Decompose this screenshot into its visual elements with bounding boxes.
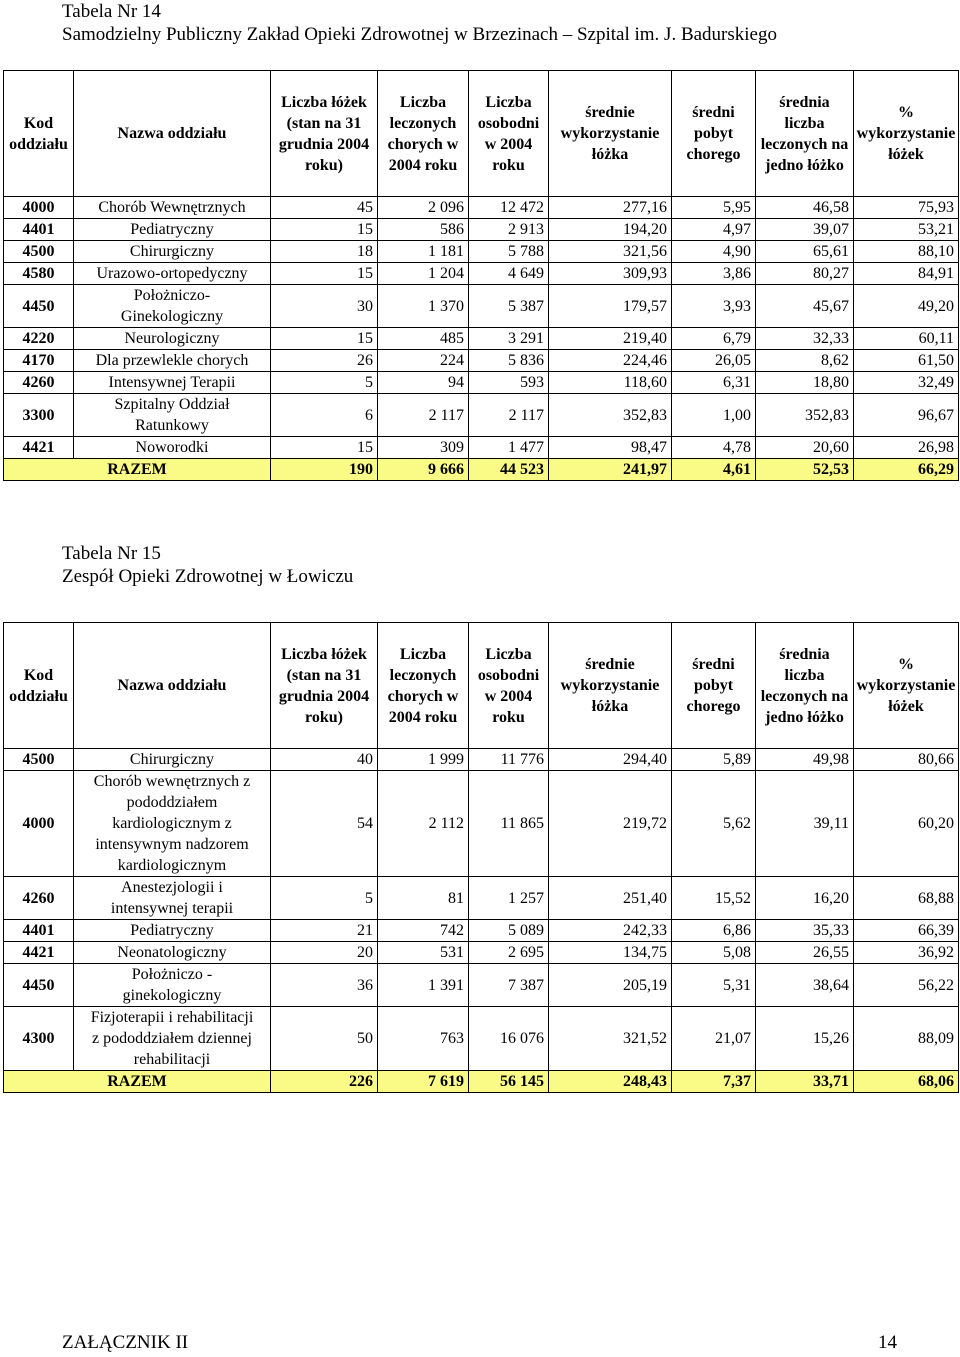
cell-beds: 6 <box>271 394 378 437</box>
cell-avg-bed-use: 219,72 <box>549 771 672 877</box>
cell-bed-use-percent: 75,93 <box>854 197 959 219</box>
cell-avg-bed-use: 251,40 <box>549 877 672 920</box>
header-bed-use-percent: % wykorzystanie łóżek <box>854 623 959 749</box>
cell-person-days: 11 776 <box>469 749 549 771</box>
header-avg-bed-use: średnie wykorzystanie łóżka <box>549 71 672 197</box>
table-row <box>4 328 959 350</box>
table1-header-row <box>4 71 959 197</box>
cell-person-days: 5 788 <box>469 241 549 263</box>
cell-name: Pediatryczny <box>74 219 271 241</box>
cell-code: 4580 <box>4 263 74 285</box>
cell-patients-per-bed: 20,60 <box>756 437 854 459</box>
cell-beds: 26 <box>271 350 378 372</box>
cell-name: Anestezjologii i intensywnej terapii <box>74 877 271 920</box>
table-row <box>4 964 959 1007</box>
table2-header-row <box>4 623 959 749</box>
cell-patients: 742 <box>378 920 469 942</box>
cell-patients-per-bed: 39,07 <box>756 219 854 241</box>
header-code: Kod oddziału <box>4 623 74 749</box>
cell-avg-stay: 15,52 <box>672 877 756 920</box>
cell-person-days: 11 865 <box>469 771 549 877</box>
cell-patients: 2 096 <box>378 197 469 219</box>
cell-avg-bed-use: 321,56 <box>549 241 672 263</box>
cell-avg-stay: 3,93 <box>672 285 756 328</box>
table-row <box>4 350 959 372</box>
table-row <box>4 771 959 877</box>
cell-code: 4401 <box>4 920 74 942</box>
total-label: RAZEM <box>4 459 271 481</box>
table-row <box>4 1007 959 1071</box>
cell-bed-use-percent: 84,91 <box>854 263 959 285</box>
cell-patients: 586 <box>378 219 469 241</box>
cell-code: 4170 <box>4 350 74 372</box>
total-cell-bed-use-percent: 68,06 <box>854 1071 959 1093</box>
cell-avg-bed-use: 194,20 <box>549 219 672 241</box>
cell-avg-bed-use: 321,52 <box>549 1007 672 1071</box>
cell-bed-use-percent: 61,50 <box>854 350 959 372</box>
table-row <box>4 920 959 942</box>
cell-patients-per-bed: 80,27 <box>756 263 854 285</box>
header-beds: Liczba łóżek (stan na 31 grudnia 2004 roku) <box>271 71 378 197</box>
total-cell-avg-stay: 7,37 <box>672 1071 756 1093</box>
cell-patients-per-bed: 38,64 <box>756 964 854 1007</box>
cell-bed-use-percent: 26,98 <box>854 437 959 459</box>
cell-avg-bed-use: 219,40 <box>549 328 672 350</box>
cell-avg-bed-use: 179,57 <box>549 285 672 328</box>
cell-patients-per-bed: 46,58 <box>756 197 854 219</box>
cell-code: 4500 <box>4 241 74 263</box>
cell-patients: 1 181 <box>378 241 469 263</box>
table2-body <box>4 749 959 1093</box>
cell-code: 4260 <box>4 372 74 394</box>
table-row <box>4 197 959 219</box>
cell-name: Noworodki <box>74 437 271 459</box>
total-cell-person-days: 44 523 <box>469 459 549 481</box>
cell-avg-stay: 5,08 <box>672 942 756 964</box>
cell-person-days: 16 076 <box>469 1007 549 1071</box>
header-code: Kod oddziału <box>4 71 74 197</box>
total-cell-patients: 7 619 <box>378 1071 469 1093</box>
cell-person-days: 5 836 <box>469 350 549 372</box>
header-patients-per-bed: średnia liczba leczonych na jedno łóżko <box>756 623 854 749</box>
cell-beds: 21 <box>271 920 378 942</box>
cell-bed-use-percent: 88,10 <box>854 241 959 263</box>
cell-avg-stay: 6,31 <box>672 372 756 394</box>
cell-patients-per-bed: 16,20 <box>756 877 854 920</box>
cell-bed-use-percent: 88,09 <box>854 1007 959 1071</box>
cell-bed-use-percent: 60,20 <box>854 771 959 877</box>
cell-person-days: 5 089 <box>469 920 549 942</box>
cell-patients: 1 391 <box>378 964 469 1007</box>
header-patients: Liczba leczonych chorych w 2004 roku <box>378 71 469 197</box>
cell-code: 4260 <box>4 877 74 920</box>
cell-person-days: 2 913 <box>469 219 549 241</box>
header-name: Nazwa oddziału <box>74 623 271 749</box>
table2-caption <box>62 542 353 588</box>
table-row <box>4 749 959 771</box>
cell-beds: 5 <box>271 372 378 394</box>
footer-annex-label: ZAŁĄCZNIK II <box>62 1332 189 1353</box>
cell-code: 4401 <box>4 219 74 241</box>
cell-beds: 15 <box>271 219 378 241</box>
cell-patients-per-bed: 35,33 <box>756 920 854 942</box>
cell-patients-per-bed: 49,98 <box>756 749 854 771</box>
cell-name: Chorób wewnętrznych z pododdziałem kardiologicznym z intensywnym nadzorem kardiologicznym <box>74 771 271 877</box>
cell-patients-per-bed: 65,61 <box>756 241 854 263</box>
table1 <box>3 70 959 481</box>
cell-avg-stay: 4,97 <box>672 219 756 241</box>
footer-page-number: 14 <box>878 1332 897 1353</box>
cell-beds: 15 <box>271 328 378 350</box>
cell-avg-stay: 4,78 <box>672 437 756 459</box>
cell-avg-stay: 5,95 <box>672 197 756 219</box>
table-row <box>4 437 959 459</box>
cell-bed-use-percent: 56,22 <box>854 964 959 1007</box>
cell-beds: 30 <box>271 285 378 328</box>
header-name: Nazwa oddziału <box>74 71 271 197</box>
table-row <box>4 877 959 920</box>
total-cell-patients: 9 666 <box>378 459 469 481</box>
table1-caption <box>62 0 777 46</box>
header-avg-bed-use: średnie wykorzystanie łóżka <box>549 623 672 749</box>
cell-name: Położniczo - ginekologiczny <box>74 964 271 1007</box>
table-row <box>4 394 959 437</box>
cell-bed-use-percent: 60,11 <box>854 328 959 350</box>
cell-beds: 45 <box>271 197 378 219</box>
total-cell-avg-stay: 4,61 <box>672 459 756 481</box>
cell-avg-stay: 21,07 <box>672 1007 756 1071</box>
cell-avg-bed-use: 242,33 <box>549 920 672 942</box>
cell-name: Szpitalny Oddział Ratunkowy <box>74 394 271 437</box>
cell-avg-stay: 6,79 <box>672 328 756 350</box>
total-row <box>4 1071 959 1093</box>
total-cell-bed-use-percent: 66,29 <box>854 459 959 481</box>
cell-code: 4421 <box>4 437 74 459</box>
cell-bed-use-percent: 53,21 <box>854 219 959 241</box>
cell-code: 4000 <box>4 197 74 219</box>
cell-name: Urazowo-ortopedyczny <box>74 263 271 285</box>
cell-bed-use-percent: 36,92 <box>854 942 959 964</box>
cell-name: Chirurgiczny <box>74 749 271 771</box>
cell-code: 4450 <box>4 285 74 328</box>
cell-avg-stay: 3,86 <box>672 263 756 285</box>
cell-name: Neurologiczny <box>74 328 271 350</box>
cell-bed-use-percent: 49,20 <box>854 285 959 328</box>
total-cell-beds: 190 <box>271 459 378 481</box>
cell-avg-stay: 6,86 <box>672 920 756 942</box>
cell-patients: 81 <box>378 877 469 920</box>
cell-bed-use-percent: 66,39 <box>854 920 959 942</box>
cell-code: 4421 <box>4 942 74 964</box>
cell-code: 4500 <box>4 749 74 771</box>
cell-beds: 15 <box>271 263 378 285</box>
total-cell-patients-per-bed: 52,53 <box>756 459 854 481</box>
table-row <box>4 285 959 328</box>
cell-patients: 1 999 <box>378 749 469 771</box>
header-avg-stay: średni pobyt chorego <box>672 623 756 749</box>
cell-patients: 94 <box>378 372 469 394</box>
cell-person-days: 2 117 <box>469 394 549 437</box>
cell-beds: 40 <box>271 749 378 771</box>
cell-patients-per-bed: 32,33 <box>756 328 854 350</box>
cell-beds: 36 <box>271 964 378 1007</box>
cell-avg-stay: 1,00 <box>672 394 756 437</box>
cell-name: Fizjoterapii i rehabilitacji z pododdziałem dziennej rehabilitacji <box>74 1007 271 1071</box>
cell-bed-use-percent: 96,67 <box>854 394 959 437</box>
cell-name: Intensywnej Terapii <box>74 372 271 394</box>
table-row <box>4 263 959 285</box>
header-person-days: Liczba osobodni w 2004 roku <box>469 623 549 749</box>
cell-avg-bed-use: 352,83 <box>549 394 672 437</box>
table1-number: Tabela Nr 14 <box>62 1 161 22</box>
header-patients-per-bed: średnia liczba leczonych na jedno łóżko <box>756 71 854 197</box>
cell-name: Dla przewlekle chorych <box>74 350 271 372</box>
cell-code: 3300 <box>4 394 74 437</box>
cell-patients-per-bed: 39,11 <box>756 771 854 877</box>
table2-number: Tabela Nr 15 <box>62 543 161 564</box>
cell-beds: 15 <box>271 437 378 459</box>
cell-patients: 2 117 <box>378 394 469 437</box>
cell-avg-bed-use: 224,46 <box>549 350 672 372</box>
total-cell-patients-per-bed: 33,71 <box>756 1071 854 1093</box>
cell-code: 4450 <box>4 964 74 1007</box>
cell-person-days: 5 387 <box>469 285 549 328</box>
cell-bed-use-percent: 32,49 <box>854 372 959 394</box>
total-cell-avg-bed-use: 241,97 <box>549 459 672 481</box>
cell-patients-per-bed: 352,83 <box>756 394 854 437</box>
header-patients: Liczba leczonych chorych w 2004 roku <box>378 623 469 749</box>
cell-person-days: 593 <box>469 372 549 394</box>
total-cell-avg-bed-use: 248,43 <box>549 1071 672 1093</box>
cell-patients: 485 <box>378 328 469 350</box>
cell-beds: 54 <box>271 771 378 877</box>
cell-patients-per-bed: 26,55 <box>756 942 854 964</box>
cell-patients: 224 <box>378 350 469 372</box>
cell-patients: 1 370 <box>378 285 469 328</box>
cell-person-days: 1 257 <box>469 877 549 920</box>
cell-avg-bed-use: 134,75 <box>549 942 672 964</box>
cell-code: 4220 <box>4 328 74 350</box>
cell-avg-bed-use: 294,40 <box>549 749 672 771</box>
cell-code: 4000 <box>4 771 74 877</box>
cell-avg-bed-use: 277,16 <box>549 197 672 219</box>
cell-beds: 50 <box>271 1007 378 1071</box>
total-cell-beds: 226 <box>271 1071 378 1093</box>
cell-beds: 18 <box>271 241 378 263</box>
table-row <box>4 219 959 241</box>
cell-name: Chirurgiczny <box>74 241 271 263</box>
header-person-days: Liczba osobodni w 2004 roku <box>469 71 549 197</box>
cell-patients: 1 204 <box>378 263 469 285</box>
table1-title: Samodzielny Publiczny Zakład Opieki Zdrowotnej w Brzezinach – Szpital im. J. Badurskiego <box>62 24 777 45</box>
cell-avg-bed-use: 118,60 <box>549 372 672 394</box>
cell-avg-stay: 5,89 <box>672 749 756 771</box>
cell-name: Pediatryczny <box>74 920 271 942</box>
cell-person-days: 12 472 <box>469 197 549 219</box>
cell-beds: 20 <box>271 942 378 964</box>
cell-patients: 763 <box>378 1007 469 1071</box>
cell-name: Chorób Wewnętrznych <box>74 197 271 219</box>
cell-person-days: 1 477 <box>469 437 549 459</box>
cell-avg-stay: 26,05 <box>672 350 756 372</box>
header-beds: Liczba łóżek (stan na 31 grudnia 2004 roku) <box>271 623 378 749</box>
cell-avg-stay: 4,90 <box>672 241 756 263</box>
cell-avg-bed-use: 98,47 <box>549 437 672 459</box>
cell-patients-per-bed: 45,67 <box>756 285 854 328</box>
table-row <box>4 372 959 394</box>
cell-avg-bed-use: 205,19 <box>549 964 672 1007</box>
cell-avg-bed-use: 309,93 <box>549 263 672 285</box>
cell-patients-per-bed: 15,26 <box>756 1007 854 1071</box>
cell-avg-stay: 5,31 <box>672 964 756 1007</box>
cell-patients-per-bed: 8,62 <box>756 350 854 372</box>
cell-beds: 5 <box>271 877 378 920</box>
cell-person-days: 3 291 <box>469 328 549 350</box>
table2 <box>3 622 959 1093</box>
cell-patients: 309 <box>378 437 469 459</box>
table2-title: Zespół Opieki Zdrowotnej w Łowiczu <box>62 566 354 587</box>
cell-code: 4300 <box>4 1007 74 1071</box>
header-avg-stay: średni pobyt chorego <box>672 71 756 197</box>
cell-person-days: 7 387 <box>469 964 549 1007</box>
cell-patients-per-bed: 18,80 <box>756 372 854 394</box>
cell-person-days: 2 695 <box>469 942 549 964</box>
header-bed-use-percent: % wykorzystanie łóżek <box>854 71 959 197</box>
total-row <box>4 459 959 481</box>
cell-patients: 531 <box>378 942 469 964</box>
table-row <box>4 241 959 263</box>
total-label: RAZEM <box>4 1071 271 1093</box>
cell-bed-use-percent: 68,88 <box>854 877 959 920</box>
total-cell-person-days: 56 145 <box>469 1071 549 1093</box>
table-row <box>4 942 959 964</box>
cell-bed-use-percent: 80,66 <box>854 749 959 771</box>
cell-avg-stay: 5,62 <box>672 771 756 877</box>
cell-name: Neonatologiczny <box>74 942 271 964</box>
cell-name: Położniczo- Ginekologiczny <box>74 285 271 328</box>
cell-person-days: 4 649 <box>469 263 549 285</box>
table1-body <box>4 197 959 481</box>
cell-patients: 2 112 <box>378 771 469 877</box>
